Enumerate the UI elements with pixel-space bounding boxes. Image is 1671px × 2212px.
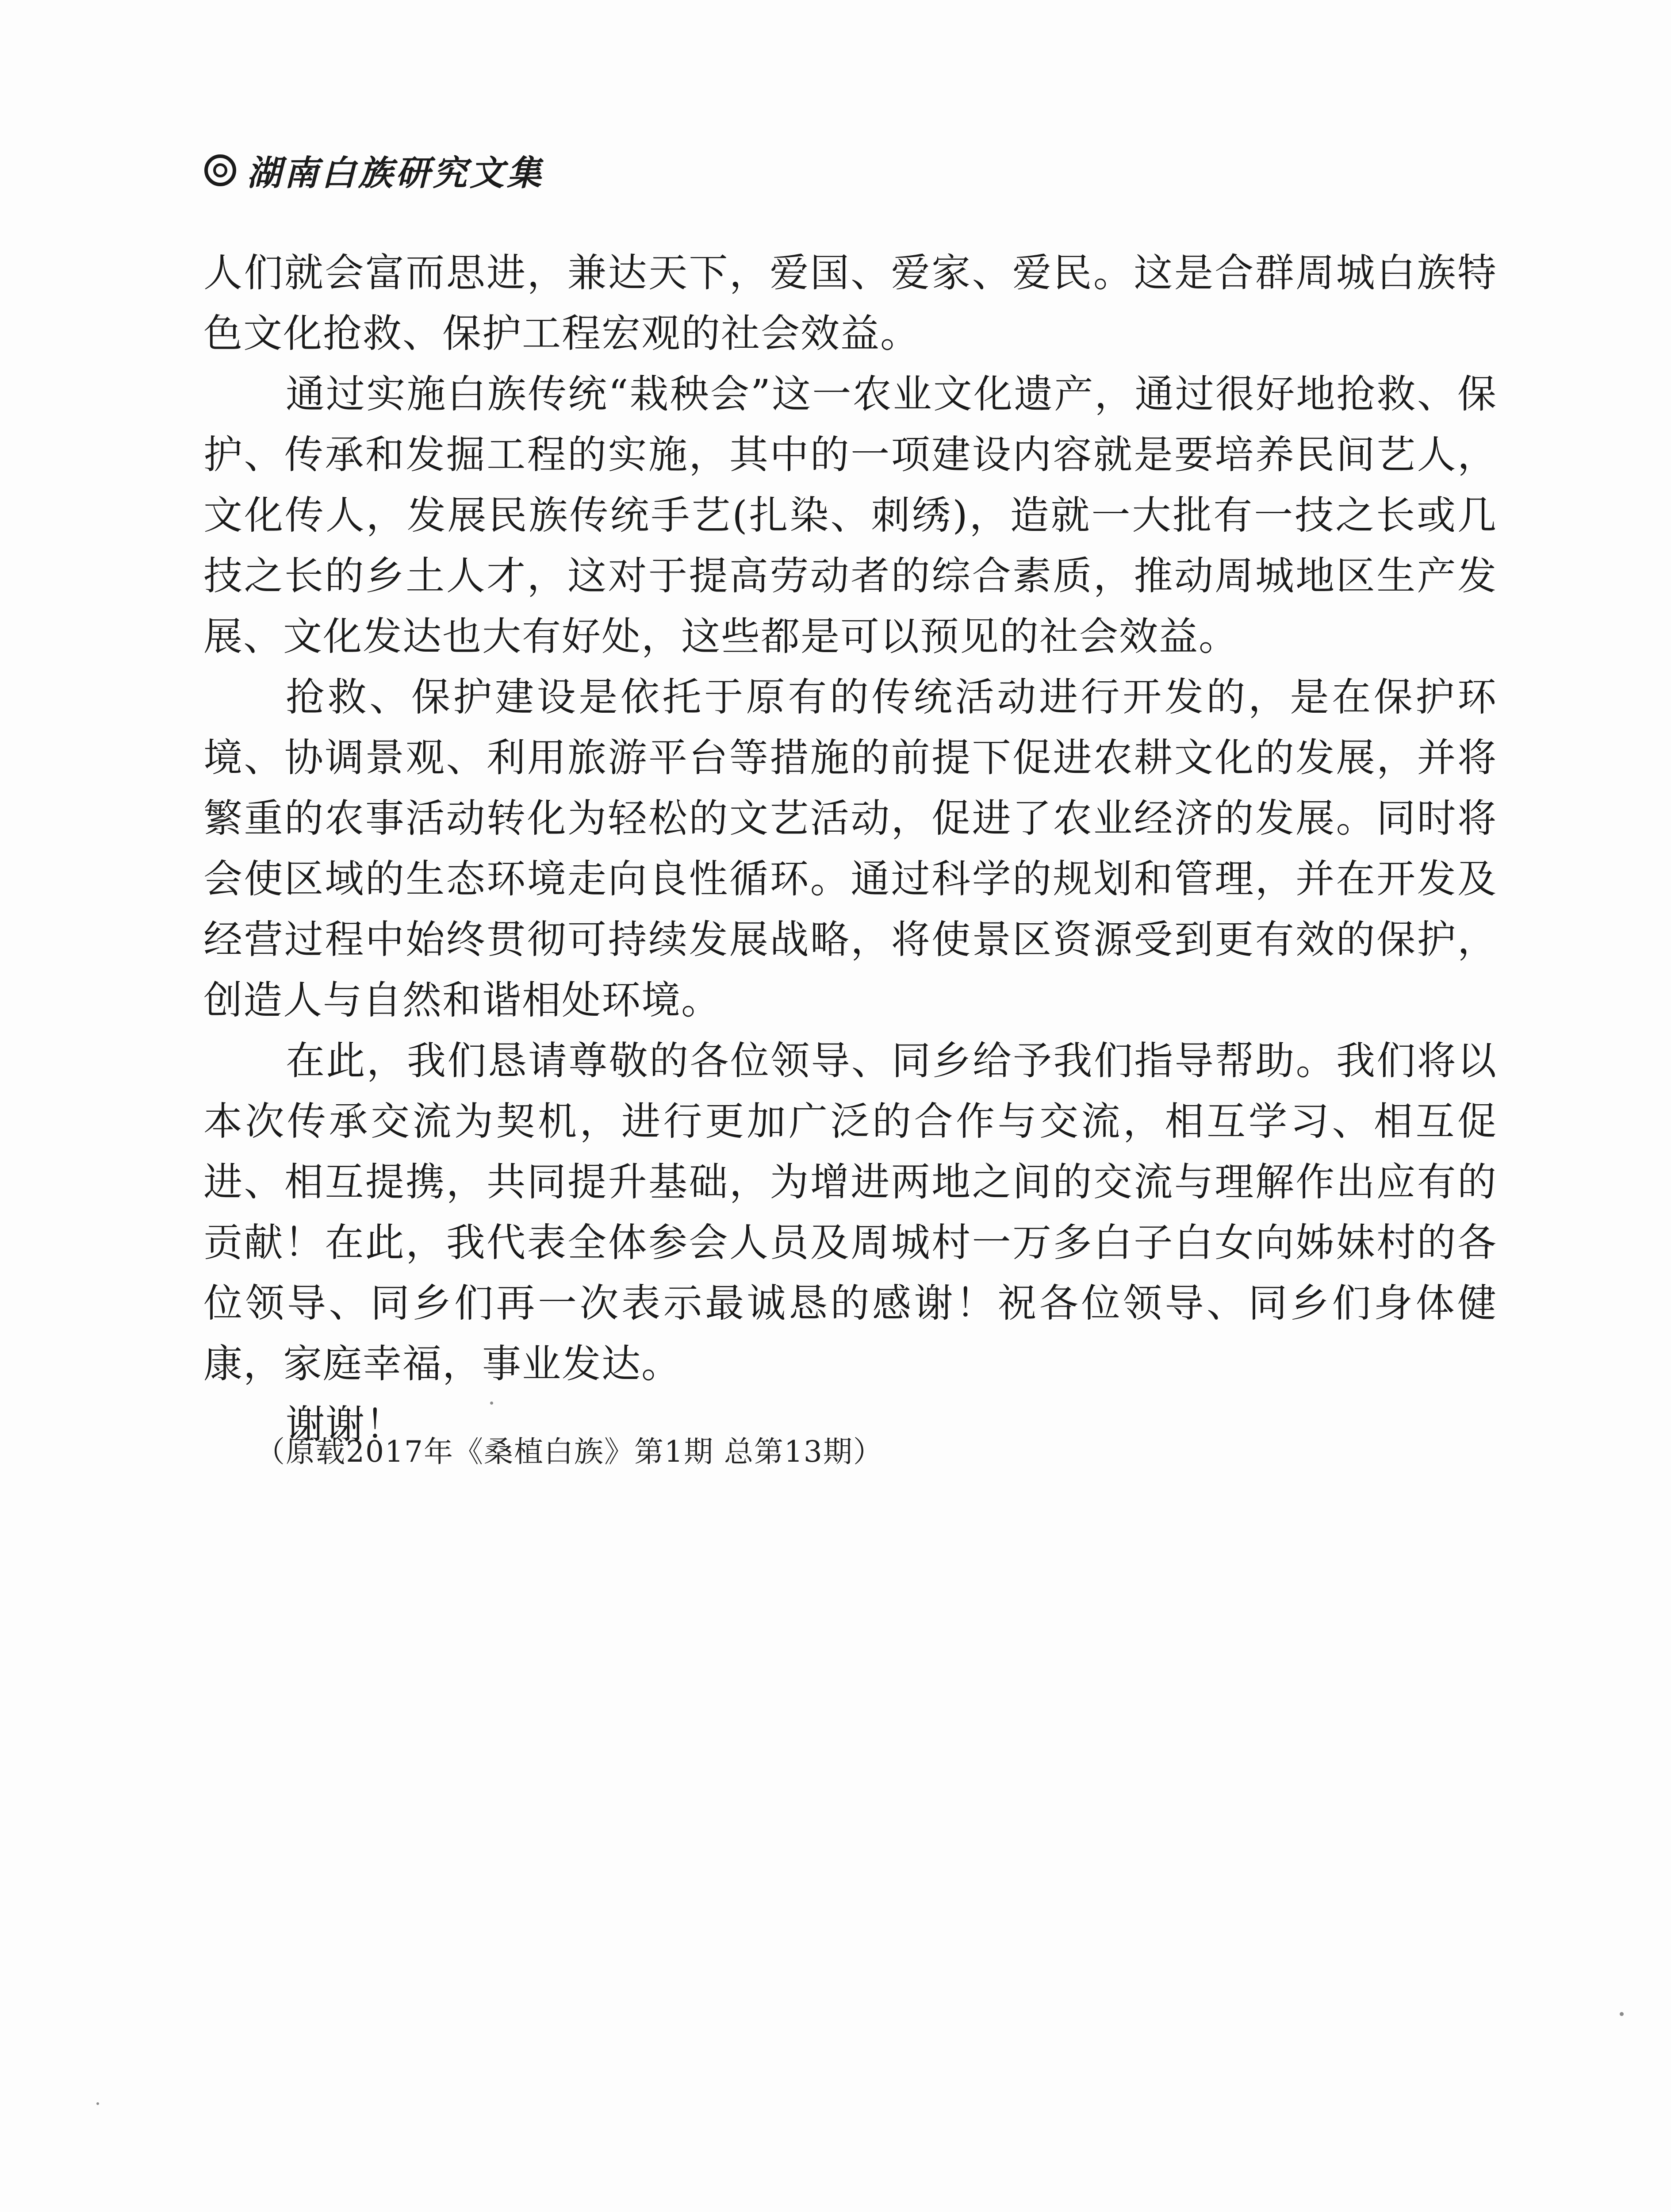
paragraph-continued: 人们就会富而思进，兼达天下，爱国、爱家、爱民。这是合群周城白族特色文化抢救、保护工程宏观的社会效益。 — [203, 250, 1497, 356]
double-circle-icon — [204, 154, 236, 186]
article-body — [203, 242, 1497, 1455]
scan-speck — [490, 1402, 493, 1405]
scan-speck — [96, 2102, 99, 2105]
paragraph: 在此，我们恳请尊敬的各位领导、同乡给予我们指导帮助。我们将以本次传承交流为契机，进行更加广泛的合作与交流，相互学习、相互促进、相互提携，共同提升基础，为增进两地之间的交流与理解作出应有的贡献！在此，我代表全体参会人员及周城村一万多白子白女向姊妹村的各位领导、同乡们再一次表示最诚恳的感谢！祝各位领导、同乡们身体健康，家庭幸福，事业发达。 — [203, 1038, 1497, 1386]
book-title: 湖南白族研究文集 — [247, 153, 544, 193]
paragraph: 抢救、保护建设是依托于原有的传统活动进行开发的，是在保护环境、协调景观、利用旅游平台等措施的前提下促进农耕文化的发展，并将繁重的农事活动转化为轻松的文艺活动，促进了农业经济的发展。同时将会使区域的生态环境走向良性循环。通过科学的规划和管理，并在开发及经营过程中始终贯彻可持续发展战略，将使景区资源受到更有效的保护，创造人与自然和谐相处环境。 — [203, 674, 1497, 1023]
running-header — [204, 146, 544, 195]
closing-thanks: 谢谢！ — [286, 1402, 406, 1447]
scan-speck — [1620, 2012, 1624, 2016]
source-note: （原载2017年《桑植白族》第1期 总第13期） — [256, 1435, 883, 1469]
paragraph: 通过实施白族传统“栽秧会”这一农业文化遗产，通过很好地抢救、保护、传承和发掘工程的实施，其中的一项建设内容就是要培养民间艺人，文化传人，发展民族传统手艺(扎染、刺绣)，造就一大批有一技之长或几技之长的乡土人才，这对于提高劳动者的综合素质，推动周城地区生产发展、文化发达也大有好处，这些都是可以预见的社会效益。 — [203, 371, 1497, 659]
